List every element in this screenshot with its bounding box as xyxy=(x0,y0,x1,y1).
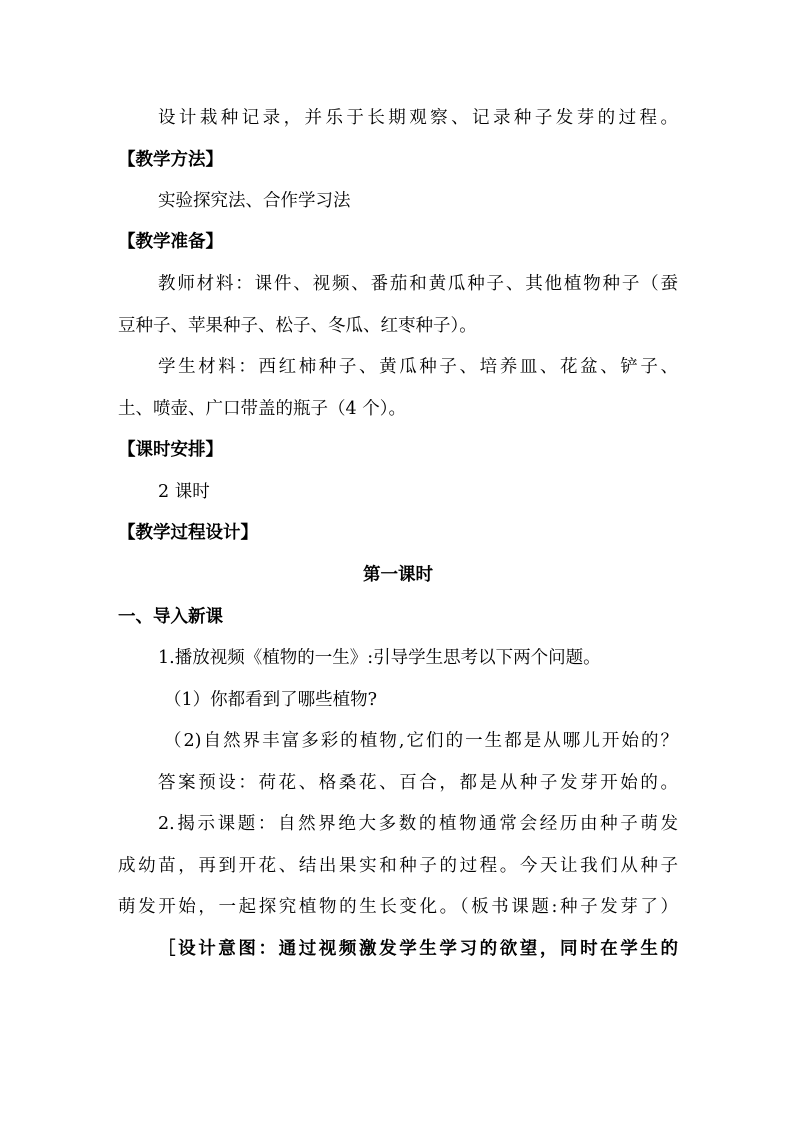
lesson-title: 第一课时 xyxy=(363,565,433,585)
text-line: 成幼苗，再到开花、结出果实和种子的过程。今天让我们从种子 xyxy=(118,856,678,876)
text-line: 答案预设：荷花、格桑花、百合，都是从种子发芽开始的。 xyxy=(158,773,678,793)
text-line: 1.播放视频《植物的一生》:引导学生思考以下两个问题。 xyxy=(158,648,601,668)
section-heading: 一、导入新课 xyxy=(118,607,223,627)
text-line: 土、喷壶、广口带盖的瓶子（4 个）。 xyxy=(118,399,406,419)
text-line: 教师材料：课件、视频、番茄和黄瓜种子、其他植物种子（蚕 xyxy=(158,274,678,294)
heading-teaching-method: 【教学方法】 xyxy=(118,150,223,170)
heading-process: 【教学过程设计】 xyxy=(118,523,258,543)
text-line: 学生材料：西红柿种子、黄瓜种子、培养皿、花盆、铲子、 xyxy=(158,357,678,377)
heading-schedule: 【课时安排】 xyxy=(118,440,223,460)
text-line: 设计栽种记录，并乐于长期观察、记录种子发芽的过程。 xyxy=(158,108,678,128)
heading-teaching-prep: 【教学准备】 xyxy=(118,232,223,252)
text-line: 萌发开始，一起探究植物的生长变化。（板书课题:种子发芽了） xyxy=(118,897,678,917)
text-line: 豆种子、苹果种子、松子、冬瓜、红枣种子）。 xyxy=(118,316,477,336)
text-line: 2.揭示课题：自然界绝大多数的植物通常会经历由种子萌发 xyxy=(158,814,678,834)
text-line: （1）你都看到了哪些植物? xyxy=(164,690,378,710)
text-line: 2 课时 xyxy=(158,482,210,502)
text-line: 实验探究法、合作学习法 xyxy=(158,191,351,211)
design-intent: ［设计意图：通过视频激发学生学习的欲望，同时在学生的 xyxy=(158,939,678,959)
text-line: （2)自然界丰富多彩的植物,它们的一生都是从哪儿开始的？ xyxy=(164,731,678,751)
